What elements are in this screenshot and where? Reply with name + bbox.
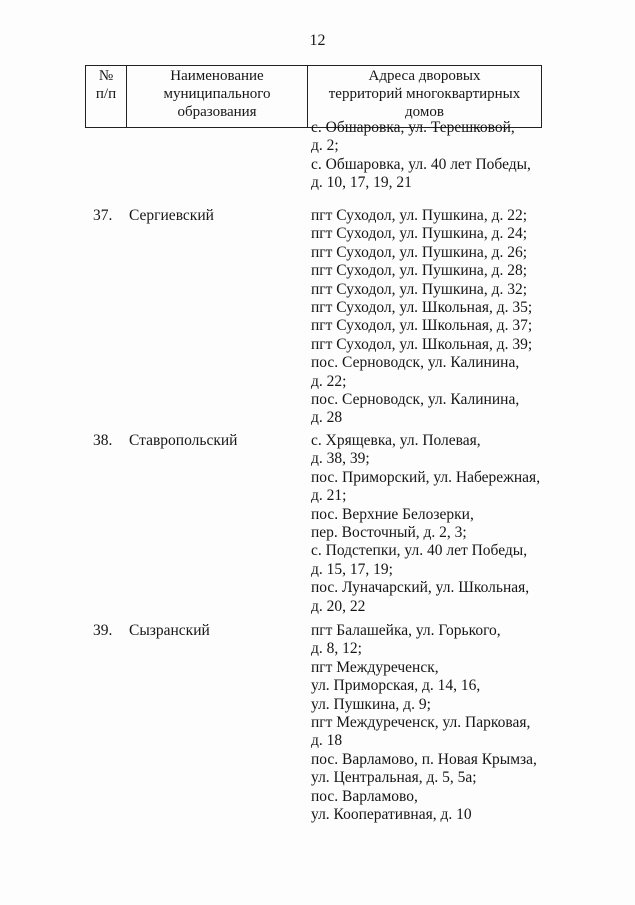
entry-number: 37. [93, 207, 113, 224]
municipality-name: Сергиевский [129, 207, 214, 224]
address-line: пос. Варламово, п. Новая Крымза, [311, 750, 537, 768]
address-line: пос. Серноводск, ул. Калинина, [311, 391, 520, 409]
header-text: территорий многоквартирных [328, 86, 521, 102]
address-line: пгт Суходол, ул. Школьная, д. 39; [311, 335, 533, 353]
address-line: пгт Суходол, ул. Пушкина, д. 32; [311, 280, 528, 298]
address-line: д. 10, 17, 19, 21 [311, 174, 412, 192]
address-line: с. Обшаровка, ул. Терешковой, [311, 119, 515, 136]
header-text: образования [177, 104, 257, 120]
municipality-name: Ставропольский [129, 432, 238, 449]
address-line: д. 21; [311, 487, 347, 505]
address-line: ул. Центральная, д. 5, 5а; [311, 769, 477, 787]
address-line: пгт Суходол, ул. Пушкина, д. 28; [311, 262, 528, 280]
address-line: д. 38, 39; [311, 450, 370, 468]
address-line: с. Обшаровка, ул. 40 лет Победы, [311, 155, 531, 173]
address-line: д. 2; [311, 137, 339, 155]
entry-number: 38. [93, 432, 113, 449]
address-line: ул. Приморская, д. 14, 16, [311, 677, 481, 695]
address-line: ул. Кооперативная, д. 10 [311, 806, 472, 824]
address-line: пос. Приморский, ул. Набережная, [311, 468, 541, 486]
header-col-name [127, 66, 308, 128]
address-line: с. Подстепки, ул. 40 лет Победы, [311, 542, 528, 560]
address-line: д. 22; [311, 372, 347, 390]
address-line: д. 15, 17, 19; [311, 560, 393, 578]
entry-number: 39. [93, 622, 113, 639]
entry-addresses [311, 622, 537, 824]
address-line: пгт Суходол, ул. Школьная, д. 35; [311, 299, 533, 317]
address-line: ул. Пушкина, д. 9; [311, 695, 431, 713]
entry-addresses [311, 432, 540, 616]
header-text: п/п [95, 86, 117, 102]
address-line: пгт Междуреченск, ул. Парковая, [311, 714, 531, 732]
header-text: муниципального [163, 86, 271, 102]
address-line: д. 18 [311, 732, 343, 750]
address-line: пгт Суходол, ул. Пушкина, д. 22; [311, 207, 528, 224]
header-text: Наименование [170, 68, 264, 84]
address-line: пгт Балашейка, ул. Горького, [311, 622, 501, 639]
address-line: пос. Верхние Белозерки, [311, 505, 474, 523]
address-line: д. 8, 12; [311, 640, 362, 658]
address-line: пгт Суходол, ул. Школьная, д. 37; [311, 317, 533, 335]
municipality-name: Сызранский [129, 622, 210, 639]
continuation-addresses [311, 119, 531, 193]
address-line: пгт Междуреченск, [311, 658, 439, 676]
header-text: домов [405, 104, 444, 120]
address-line: пос. Луначарский, ул. Школьная, [311, 579, 530, 597]
address-line: с. Хрящевка, ул. Полевая, [311, 432, 481, 449]
address-line: пгт Суходол, ул. Пушкина, д. 24; [311, 225, 528, 243]
address-line: пгт Суходол, ул. Пушкина, д. 26; [311, 243, 528, 261]
address-line: пер. Восточный, д. 2, 3; [311, 524, 467, 542]
header-text: Адреса дворовых [368, 68, 481, 84]
header-text: № [98, 68, 114, 84]
address-line: д. 28 [311, 409, 343, 427]
page-number: 12 [309, 32, 326, 49]
address-line: пос. Варламово, [311, 787, 418, 805]
header-col-number [86, 66, 127, 128]
address-line: д. 20, 22 [311, 597, 366, 615]
address-line: пос. Серноводск, ул. Калинина, [311, 354, 520, 372]
entry-addresses [311, 207, 532, 428]
